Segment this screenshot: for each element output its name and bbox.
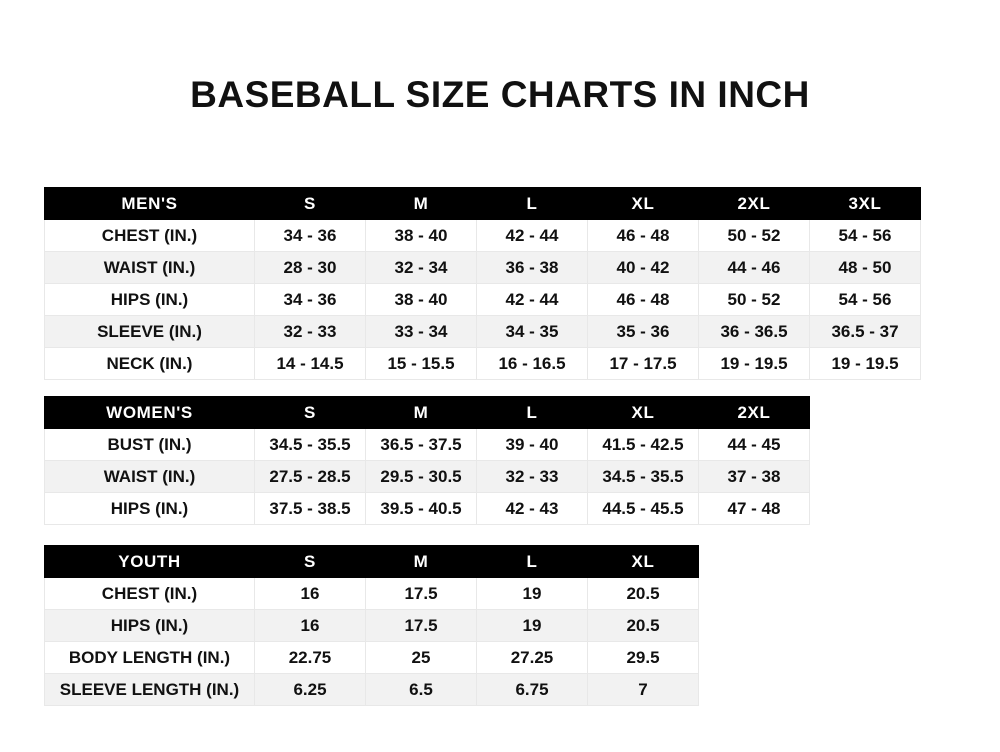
- mens-col-header-3xl: 3XL: [810, 188, 921, 220]
- table-row: [45, 220, 921, 252]
- youth-sleeve-length-xl: 7: [588, 674, 699, 706]
- mens-hips-2xl: 50 - 52: [699, 284, 810, 316]
- mens-header-row: [45, 188, 921, 220]
- youth-header-row: [45, 546, 699, 578]
- youth-col-header-s: S: [255, 546, 366, 578]
- mens-neck-3xl: 19 - 19.5: [810, 348, 921, 380]
- youth-sleeve-length-s: 6.25: [255, 674, 366, 706]
- mens-sleeve-s: 32 - 33: [255, 316, 366, 348]
- youth-col-header-m: M: [366, 546, 477, 578]
- womens-col-header-s: S: [255, 397, 366, 429]
- mens-hips-xl: 46 - 48: [588, 284, 699, 316]
- mens-sleeve-3xl: 36.5 - 37: [810, 316, 921, 348]
- youth-size-chart: [44, 545, 699, 706]
- mens-chest-xl: 46 - 48: [588, 220, 699, 252]
- womens-row-label-waist: WAIST (IN.): [45, 461, 255, 493]
- table-row: [45, 493, 810, 525]
- womens-bust-xl: 41.5 - 42.5: [588, 429, 699, 461]
- page-title: BASEBALL SIZE CHARTS IN INCH: [190, 74, 810, 115]
- womens-bust-s: 34.5 - 35.5: [255, 429, 366, 461]
- mens-chart-body: [45, 220, 921, 380]
- table-row: [45, 348, 921, 380]
- mens-row-label-sleeve: SLEEVE (IN.): [45, 316, 255, 348]
- table-row: [45, 461, 810, 493]
- mens-col-header-xl: XL: [588, 188, 699, 220]
- mens-neck-2xl: 19 - 19.5: [699, 348, 810, 380]
- womens-bust-2xl: 44 - 45: [699, 429, 810, 461]
- youth-body-length-xl: 29.5: [588, 642, 699, 674]
- youth-chest-m: 17.5: [366, 578, 477, 610]
- youth-chest-l: 19: [477, 578, 588, 610]
- table-row: [45, 610, 699, 642]
- womens-col-header-m: M: [366, 397, 477, 429]
- womens-chart-body: [45, 429, 810, 525]
- youth-row-label-sleeve-length: SLEEVE LENGTH (IN.): [45, 674, 255, 706]
- womens-waist-2xl: 37 - 38: [699, 461, 810, 493]
- mens-row-label-chest: CHEST (IN.): [45, 220, 255, 252]
- womens-hips-l: 42 - 43: [477, 493, 588, 525]
- womens-row-label-hips: HIPS (IN.): [45, 493, 255, 525]
- youth-header-label: YOUTH: [45, 546, 255, 578]
- mens-row-label-hips: HIPS (IN.): [45, 284, 255, 316]
- mens-neck-xl: 17 - 17.5: [588, 348, 699, 380]
- table-row: [45, 578, 699, 610]
- youth-sleeve-length-l: 6.75: [477, 674, 588, 706]
- womens-col-header-2xl: 2XL: [699, 397, 810, 429]
- mens-neck-s: 14 - 14.5: [255, 348, 366, 380]
- womens-hips-2xl: 47 - 48: [699, 493, 810, 525]
- womens-bust-l: 39 - 40: [477, 429, 588, 461]
- womens-hips-xl: 44.5 - 45.5: [588, 493, 699, 525]
- table-row: [45, 284, 921, 316]
- womens-bust-m: 36.5 - 37.5: [366, 429, 477, 461]
- youth-chest-xl: 20.5: [588, 578, 699, 610]
- mens-sleeve-xl: 35 - 36: [588, 316, 699, 348]
- mens-waist-m: 32 - 34: [366, 252, 477, 284]
- youth-col-header-xl: XL: [588, 546, 699, 578]
- mens-chest-2xl: 50 - 52: [699, 220, 810, 252]
- womens-header-row: [45, 397, 810, 429]
- mens-neck-m: 15 - 15.5: [366, 348, 477, 380]
- womens-waist-l: 32 - 33: [477, 461, 588, 493]
- youth-hips-s: 16: [255, 610, 366, 642]
- mens-sleeve-2xl: 36 - 36.5: [699, 316, 810, 348]
- womens-col-header-l: L: [477, 397, 588, 429]
- youth-chest-s: 16: [255, 578, 366, 610]
- mens-hips-s: 34 - 36: [255, 284, 366, 316]
- mens-hips-m: 38 - 40: [366, 284, 477, 316]
- youth-hips-l: 19: [477, 610, 588, 642]
- mens-chart-head: [45, 188, 921, 220]
- youth-chart-head: [45, 546, 699, 578]
- mens-col-header-s: S: [255, 188, 366, 220]
- mens-chest-m: 38 - 40: [366, 220, 477, 252]
- mens-waist-3xl: 48 - 50: [810, 252, 921, 284]
- womens-chart-head: [45, 397, 810, 429]
- youth-sleeve-length-m: 6.5: [366, 674, 477, 706]
- mens-waist-l: 36 - 38: [477, 252, 588, 284]
- youth-row-label-body-length: BODY LENGTH (IN.): [45, 642, 255, 674]
- table-row: [45, 252, 921, 284]
- mens-sleeve-l: 34 - 35: [477, 316, 588, 348]
- youth-row-label-hips: HIPS (IN.): [45, 610, 255, 642]
- womens-waist-s: 27.5 - 28.5: [255, 461, 366, 493]
- mens-hips-l: 42 - 44: [477, 284, 588, 316]
- mens-chest-s: 34 - 36: [255, 220, 366, 252]
- table-row: [45, 429, 810, 461]
- mens-waist-2xl: 44 - 46: [699, 252, 810, 284]
- mens-row-label-neck: NECK (IN.): [45, 348, 255, 380]
- womens-size-chart: [44, 396, 810, 525]
- youth-hips-xl: 20.5: [588, 610, 699, 642]
- youth-row-label-chest: CHEST (IN.): [45, 578, 255, 610]
- mens-row-label-waist: WAIST (IN.): [45, 252, 255, 284]
- youth-body-length-l: 27.25: [477, 642, 588, 674]
- mens-chest-3xl: 54 - 56: [810, 220, 921, 252]
- womens-col-header-xl: XL: [588, 397, 699, 429]
- womens-waist-xl: 34.5 - 35.5: [588, 461, 699, 493]
- mens-chest-l: 42 - 44: [477, 220, 588, 252]
- youth-hips-m: 17.5: [366, 610, 477, 642]
- mens-neck-l: 16 - 16.5: [477, 348, 588, 380]
- table-row: [45, 642, 699, 674]
- womens-hips-s: 37.5 - 38.5: [255, 493, 366, 525]
- womens-waist-m: 29.5 - 30.5: [366, 461, 477, 493]
- mens-waist-s: 28 - 30: [255, 252, 366, 284]
- mens-col-header-2xl: 2XL: [699, 188, 810, 220]
- womens-header-label: WOMEN'S: [45, 397, 255, 429]
- mens-header-label: MEN'S: [45, 188, 255, 220]
- mens-hips-3xl: 54 - 56: [810, 284, 921, 316]
- youth-col-header-l: L: [477, 546, 588, 578]
- mens-sleeve-m: 33 - 34: [366, 316, 477, 348]
- womens-hips-m: 39.5 - 40.5: [366, 493, 477, 525]
- mens-waist-xl: 40 - 42: [588, 252, 699, 284]
- table-row: [45, 674, 699, 706]
- mens-size-chart: [44, 187, 921, 380]
- mens-col-header-l: L: [477, 188, 588, 220]
- mens-col-header-m: M: [366, 188, 477, 220]
- table-row: [45, 316, 921, 348]
- youth-chart-body: [45, 578, 699, 706]
- youth-body-length-m: 25: [366, 642, 477, 674]
- youth-body-length-s: 22.75: [255, 642, 366, 674]
- womens-row-label-bust: BUST (IN.): [45, 429, 255, 461]
